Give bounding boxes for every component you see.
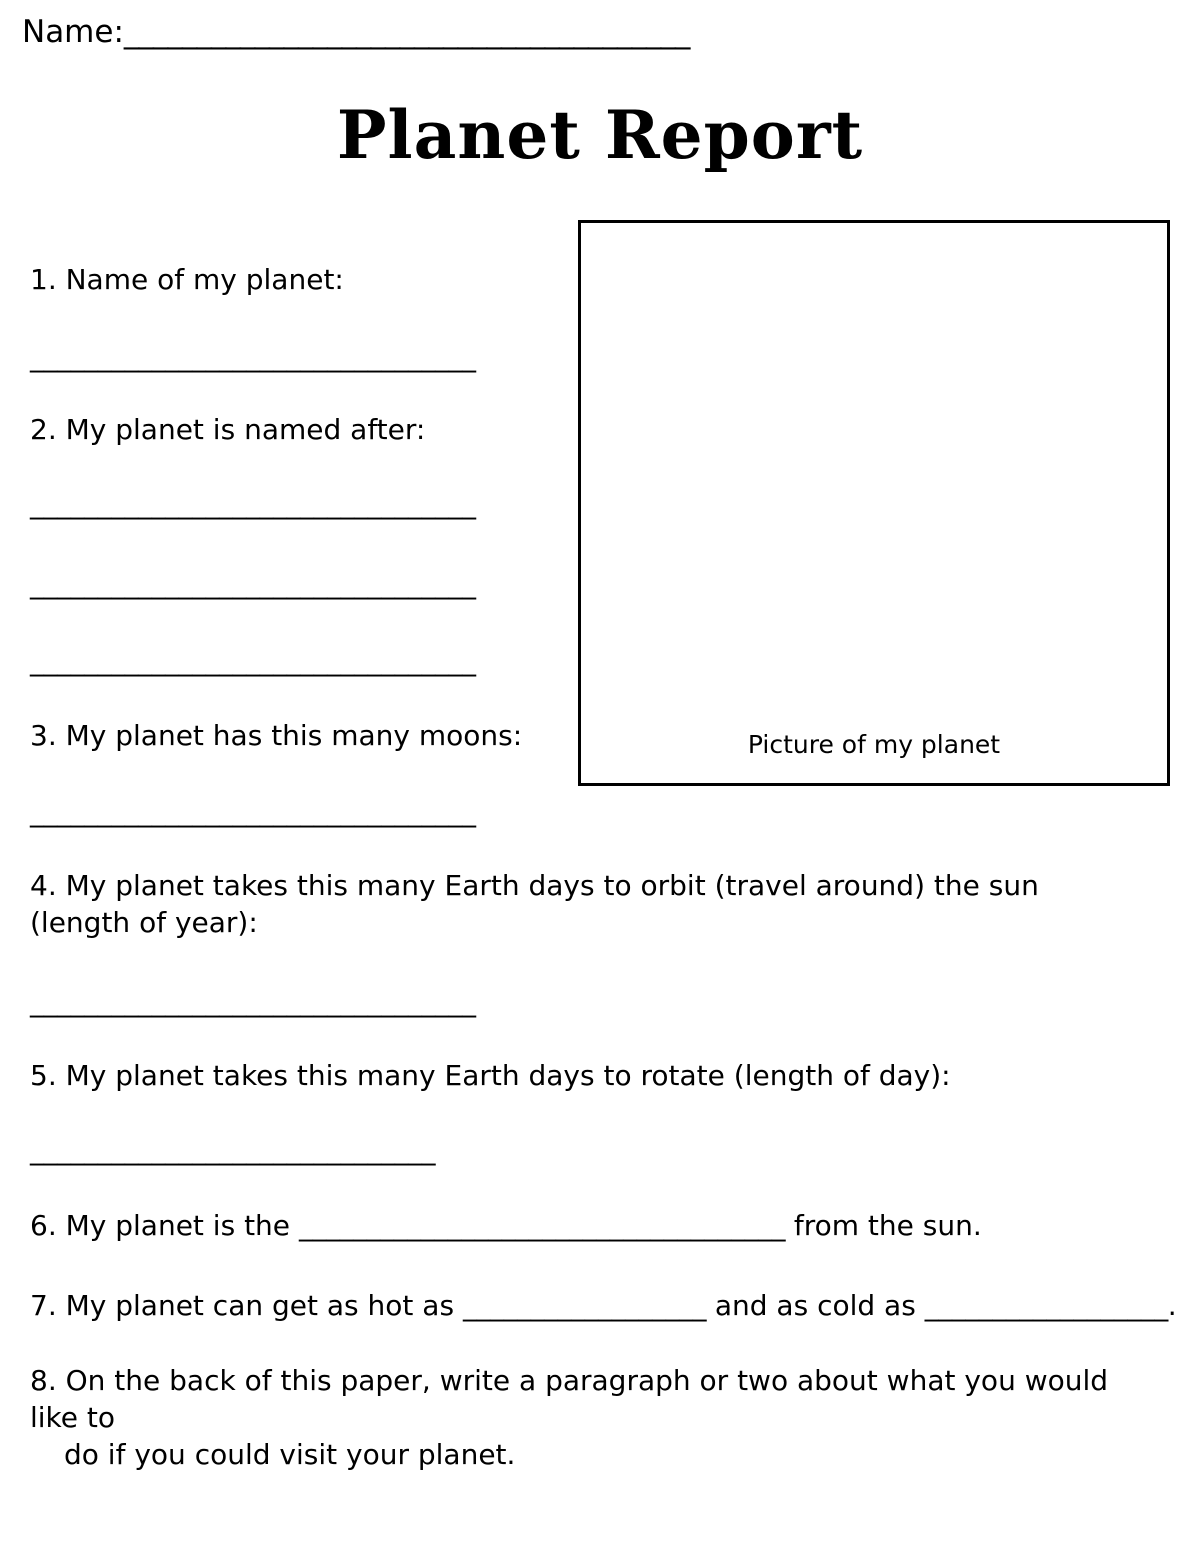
question-6-text-after: from the sun. <box>784 1209 982 1242</box>
question-1: 1. Name of my planet: <box>30 263 344 296</box>
name-field-row <box>22 14 689 50</box>
question-8-continuation: do if you could visit your planet. <box>64 1437 516 1471</box>
answer-line-2c[interactable]: _________________________________ <box>30 644 476 677</box>
answer-line-4[interactable]: _________________________________ <box>30 985 476 1018</box>
answer-line-5[interactable]: ______________________________ <box>30 1133 435 1166</box>
question-7-text-before: 7. My planet can get as hot as <box>30 1289 463 1322</box>
question-2: 2. My planet is named after: <box>30 413 426 446</box>
answer-line-1[interactable]: _________________________________ <box>30 340 476 373</box>
question-6-text-before: 6. My planet is the <box>30 1209 299 1242</box>
question-7-blank-hot[interactable]: __________________ <box>462 1289 706 1322</box>
picture-of-my-planet-box[interactable] <box>578 220 1170 786</box>
question-8 <box>30 1363 1140 1474</box>
question-5: 5. My planet takes this many Earth days to rotate (length of day): <box>30 1059 951 1092</box>
answer-line-2a[interactable]: _________________________________ <box>30 487 476 520</box>
question-6-blank[interactable]: ____________________________________ <box>298 1209 785 1242</box>
question-7-text-middle: and as cold as <box>705 1289 925 1322</box>
page-title: Planet Report <box>336 96 864 174</box>
name-blank-line[interactable]: _______________________________________ <box>123 14 690 50</box>
question-6 <box>30 1208 1130 1245</box>
name-label: Name: <box>22 14 124 50</box>
question-7-text-after: . <box>1167 1289 1177 1322</box>
question-4: 4. My planet takes this many Earth days to orbit (travel around) the sun (length of year): <box>30 869 1039 939</box>
answer-line-3[interactable]: _________________________________ <box>30 795 476 828</box>
question-7 <box>30 1288 1177 1325</box>
question-3: 3. My planet has this many moons: <box>30 719 523 752</box>
question-8-text: 8. On the back of this paper, write a paragraph or two about what you would like to <box>30 1364 1109 1434</box>
picture-box-caption: Picture of my planet <box>747 730 1001 759</box>
question-7-blank-cold[interactable]: __________________ <box>924 1289 1168 1322</box>
answer-line-2b[interactable]: _________________________________ <box>30 567 476 600</box>
